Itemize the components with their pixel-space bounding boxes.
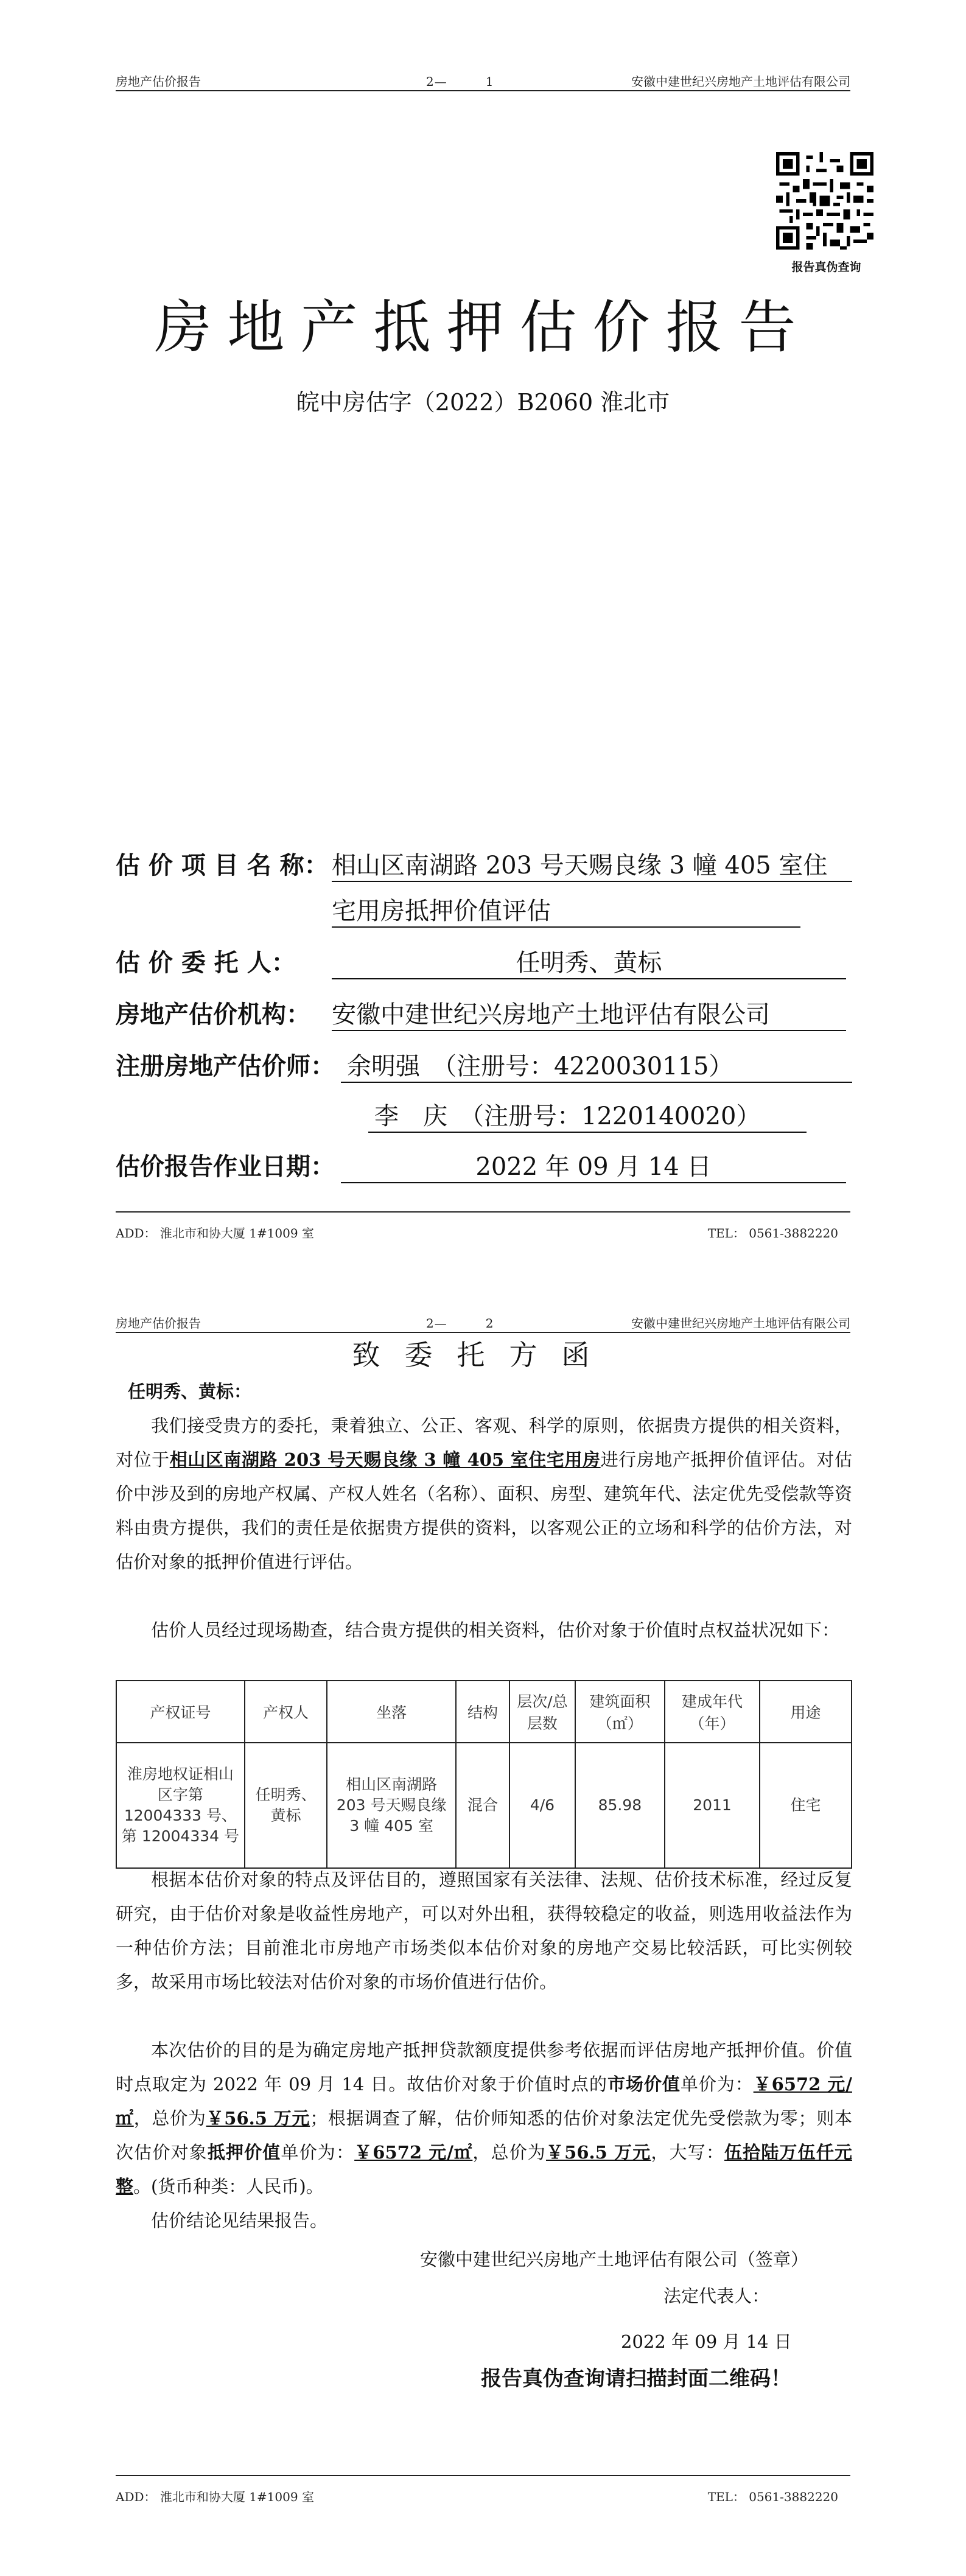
company-signature: 安徽中建世纪兴房地产土地评估有限公司（签章） (420, 2249, 809, 2270)
appraiser-row-2 (116, 1097, 852, 1133)
cell-year: 2011 (665, 1743, 760, 1868)
cell-use: 住宅 (760, 1743, 852, 1868)
footer-tel: TEL： 0561-3882220 (707, 2490, 838, 2504)
qr-caption: 报告真伪查询 (791, 261, 861, 274)
header-page-number: 2— 1 (426, 74, 494, 89)
header-page-number: 2— 2 (426, 1316, 494, 1331)
property-table (116, 1680, 852, 1869)
project-label: 估 价 项 目 名 称： (116, 851, 329, 880)
cell-area: 85.98 (575, 1743, 665, 1868)
cell-owner: 任明秀、黄标 (245, 1743, 327, 1868)
mortgage-value-label: 抵押价值 (207, 2142, 281, 2163)
market-value-label: 市场价值 (607, 2074, 681, 2095)
col-structure: 结构 (456, 1681, 509, 1743)
mortgage-unit-price: ￥6572 元/㎡ (354, 2142, 473, 2163)
col-floor: 层次/总层数 (509, 1681, 575, 1743)
qr-block (776, 152, 877, 275)
legal-representative: 法定代表人： (663, 2286, 770, 2306)
market-unit-price: ￥6572 元/㎡ (116, 2074, 852, 2129)
cell-floor: 4/6 (509, 1743, 575, 1868)
appraiser-1: 余明强 （注册号：4220030115） (341, 1047, 852, 1083)
project-row-2 (116, 892, 852, 928)
letter-title: 致委托方函 (352, 1339, 614, 1371)
paragraph-3: 根据本估价对象的特点及评估目的，遵照国家有关法律、法规、估价技术标准，经过反复研究，由于估价对象是收益性房地产，可以对外出租，获得较稳定的收益，则选用收益法作为一种估价方法；目前淮北市房地产市场类似本估价对象的房地产交易比较活跃，可比实例较多，故采用市场比较法对估价对象的市场价值进行估价。 (116, 1869, 852, 1992)
col-area: 建筑面积（㎡） (575, 1681, 665, 1743)
salutation: 任明秀、黄标： (128, 1381, 252, 1402)
paragraph-2: 估价人员经过现场勘查，结合贵方提供的相关资料，估价对象于价值时点权益状况如下： (151, 1620, 840, 1640)
project-row (116, 846, 852, 883)
appraiser-label: 注册房地产估价师： (116, 1052, 335, 1080)
footer-address: ADD： 淮北市和协大厦 1#1009 室 (116, 2490, 314, 2504)
page-header (116, 1314, 850, 1333)
market-total-price: ￥56.5 万元 (206, 2108, 310, 2129)
cell-location: 相山区南湖路 203 号天赐良缘 3 幢 405 室 (327, 1743, 455, 1868)
col-year: 建成年代（年） (665, 1681, 760, 1743)
paragraph-1: 我们接受贵方的委托，秉着独立、公正、客观、科学的原则，依据贵方提供的相关资料，对位于相山区南湖路 203 号天赐良缘 3 幢 405 室住宅用房进行房地产抵押价值评估。对估价中涉及到的房地产权属、产权人姓名（名称）、面积、房型、建筑年代、法定优先受偿款等资料由贵方提供，我们的责任是依据贵方提供的资料，以客观公正的立场和科学的估价方法，对估价对象的抵押价值进行评估。 (116, 1415, 852, 1572)
col-location: 坐落 (327, 1681, 455, 1743)
qr-code-icon[interactable] (776, 152, 873, 250)
report-title: 房地产抵押估价报告 (154, 295, 812, 361)
paragraph-5: 估价结论见结果报告。 (151, 2210, 328, 2231)
paragraph-4: 本次估价的目的是为确定房地产抵押贷款额度提供参考依据而评估房地产抵押价值。价值时点取定为 2022 年 09 月 14 日。故估价对象于价值时点的市场价值单价为：￥6572 元/㎡，总价为￥56.5 万元；根据调查了解，估价师知悉的估价对象法定优先受偿款为零；则本次估价对象抵押价值单价为：￥6572 元/㎡，总价为￥56.5 万元，大写：伍拾陆万伍仟元整。(货币种类：人民币)。 (116, 2040, 852, 2197)
cell-structure: 混合 (456, 1743, 509, 1868)
appraiser-2: 李 庆 （注册号：1220140020） (368, 1097, 807, 1133)
letter-date: 2022 年 09 月 14 日 (621, 2331, 792, 2352)
header-company: 安徽中建世纪兴房地产土地评估有限公司 (631, 1316, 850, 1331)
property-address: 相山区南湖路 203 号天赐良缘 3 幢 405 室住宅用房 (169, 1449, 601, 1470)
agency-row (116, 995, 852, 1032)
cover-info (116, 846, 852, 1187)
client-label: 估 价 委 托 人： (116, 948, 296, 977)
agency-value: 安徽中建世纪兴房地产土地评估有限公司 (332, 995, 846, 1031)
page-header (116, 72, 850, 91)
agency-label: 房地产估价机构： (116, 1000, 310, 1029)
table-header-row (116, 1681, 852, 1743)
footer-tel: TEL： 0561-3882220 (707, 1226, 838, 1241)
date-value: 2022 年 09 月 14 日 (341, 1147, 846, 1183)
date-row (116, 1147, 852, 1184)
footer-address: ADD： 淮北市和协大厦 1#1009 室 (116, 1226, 314, 1241)
header-left: 房地产估价报告 (116, 1316, 201, 1331)
page-footer (116, 2475, 850, 2504)
project-value-line1: 相山区南湖路 203 号天赐良缘 3 幢 405 室住 (332, 846, 852, 882)
appraiser-row (116, 1047, 852, 1083)
amount-in-words: 伍拾陆万伍仟元整 (116, 2142, 852, 2197)
col-cert: 产权证号 (116, 1681, 245, 1743)
col-use: 用途 (760, 1681, 852, 1743)
client-row (116, 943, 852, 980)
client-value: 任明秀、黄标 (332, 943, 846, 979)
cell-cert: 淮房地权证相山区字第 12004333 号、第 12004334 号 (116, 1743, 245, 1868)
header-left: 房地产估价报告 (116, 74, 201, 89)
col-owner: 产权人 (245, 1681, 327, 1743)
date-label: 估价报告作业日期： (116, 1152, 335, 1181)
verification-note: 报告真伪查询请扫描封面二维码！ (481, 2367, 791, 2391)
header-company: 安徽中建世纪兴房地产土地评估有限公司 (631, 74, 850, 89)
project-value-line2: 宅用房抵押价值评估 (332, 892, 800, 928)
table-row (116, 1743, 852, 1868)
mortgage-total-price: ￥56.5 万元 (545, 2142, 651, 2163)
report-number: 皖中房估字（2022）B2060 淮北市 (296, 389, 670, 416)
page-footer (116, 1211, 850, 1241)
